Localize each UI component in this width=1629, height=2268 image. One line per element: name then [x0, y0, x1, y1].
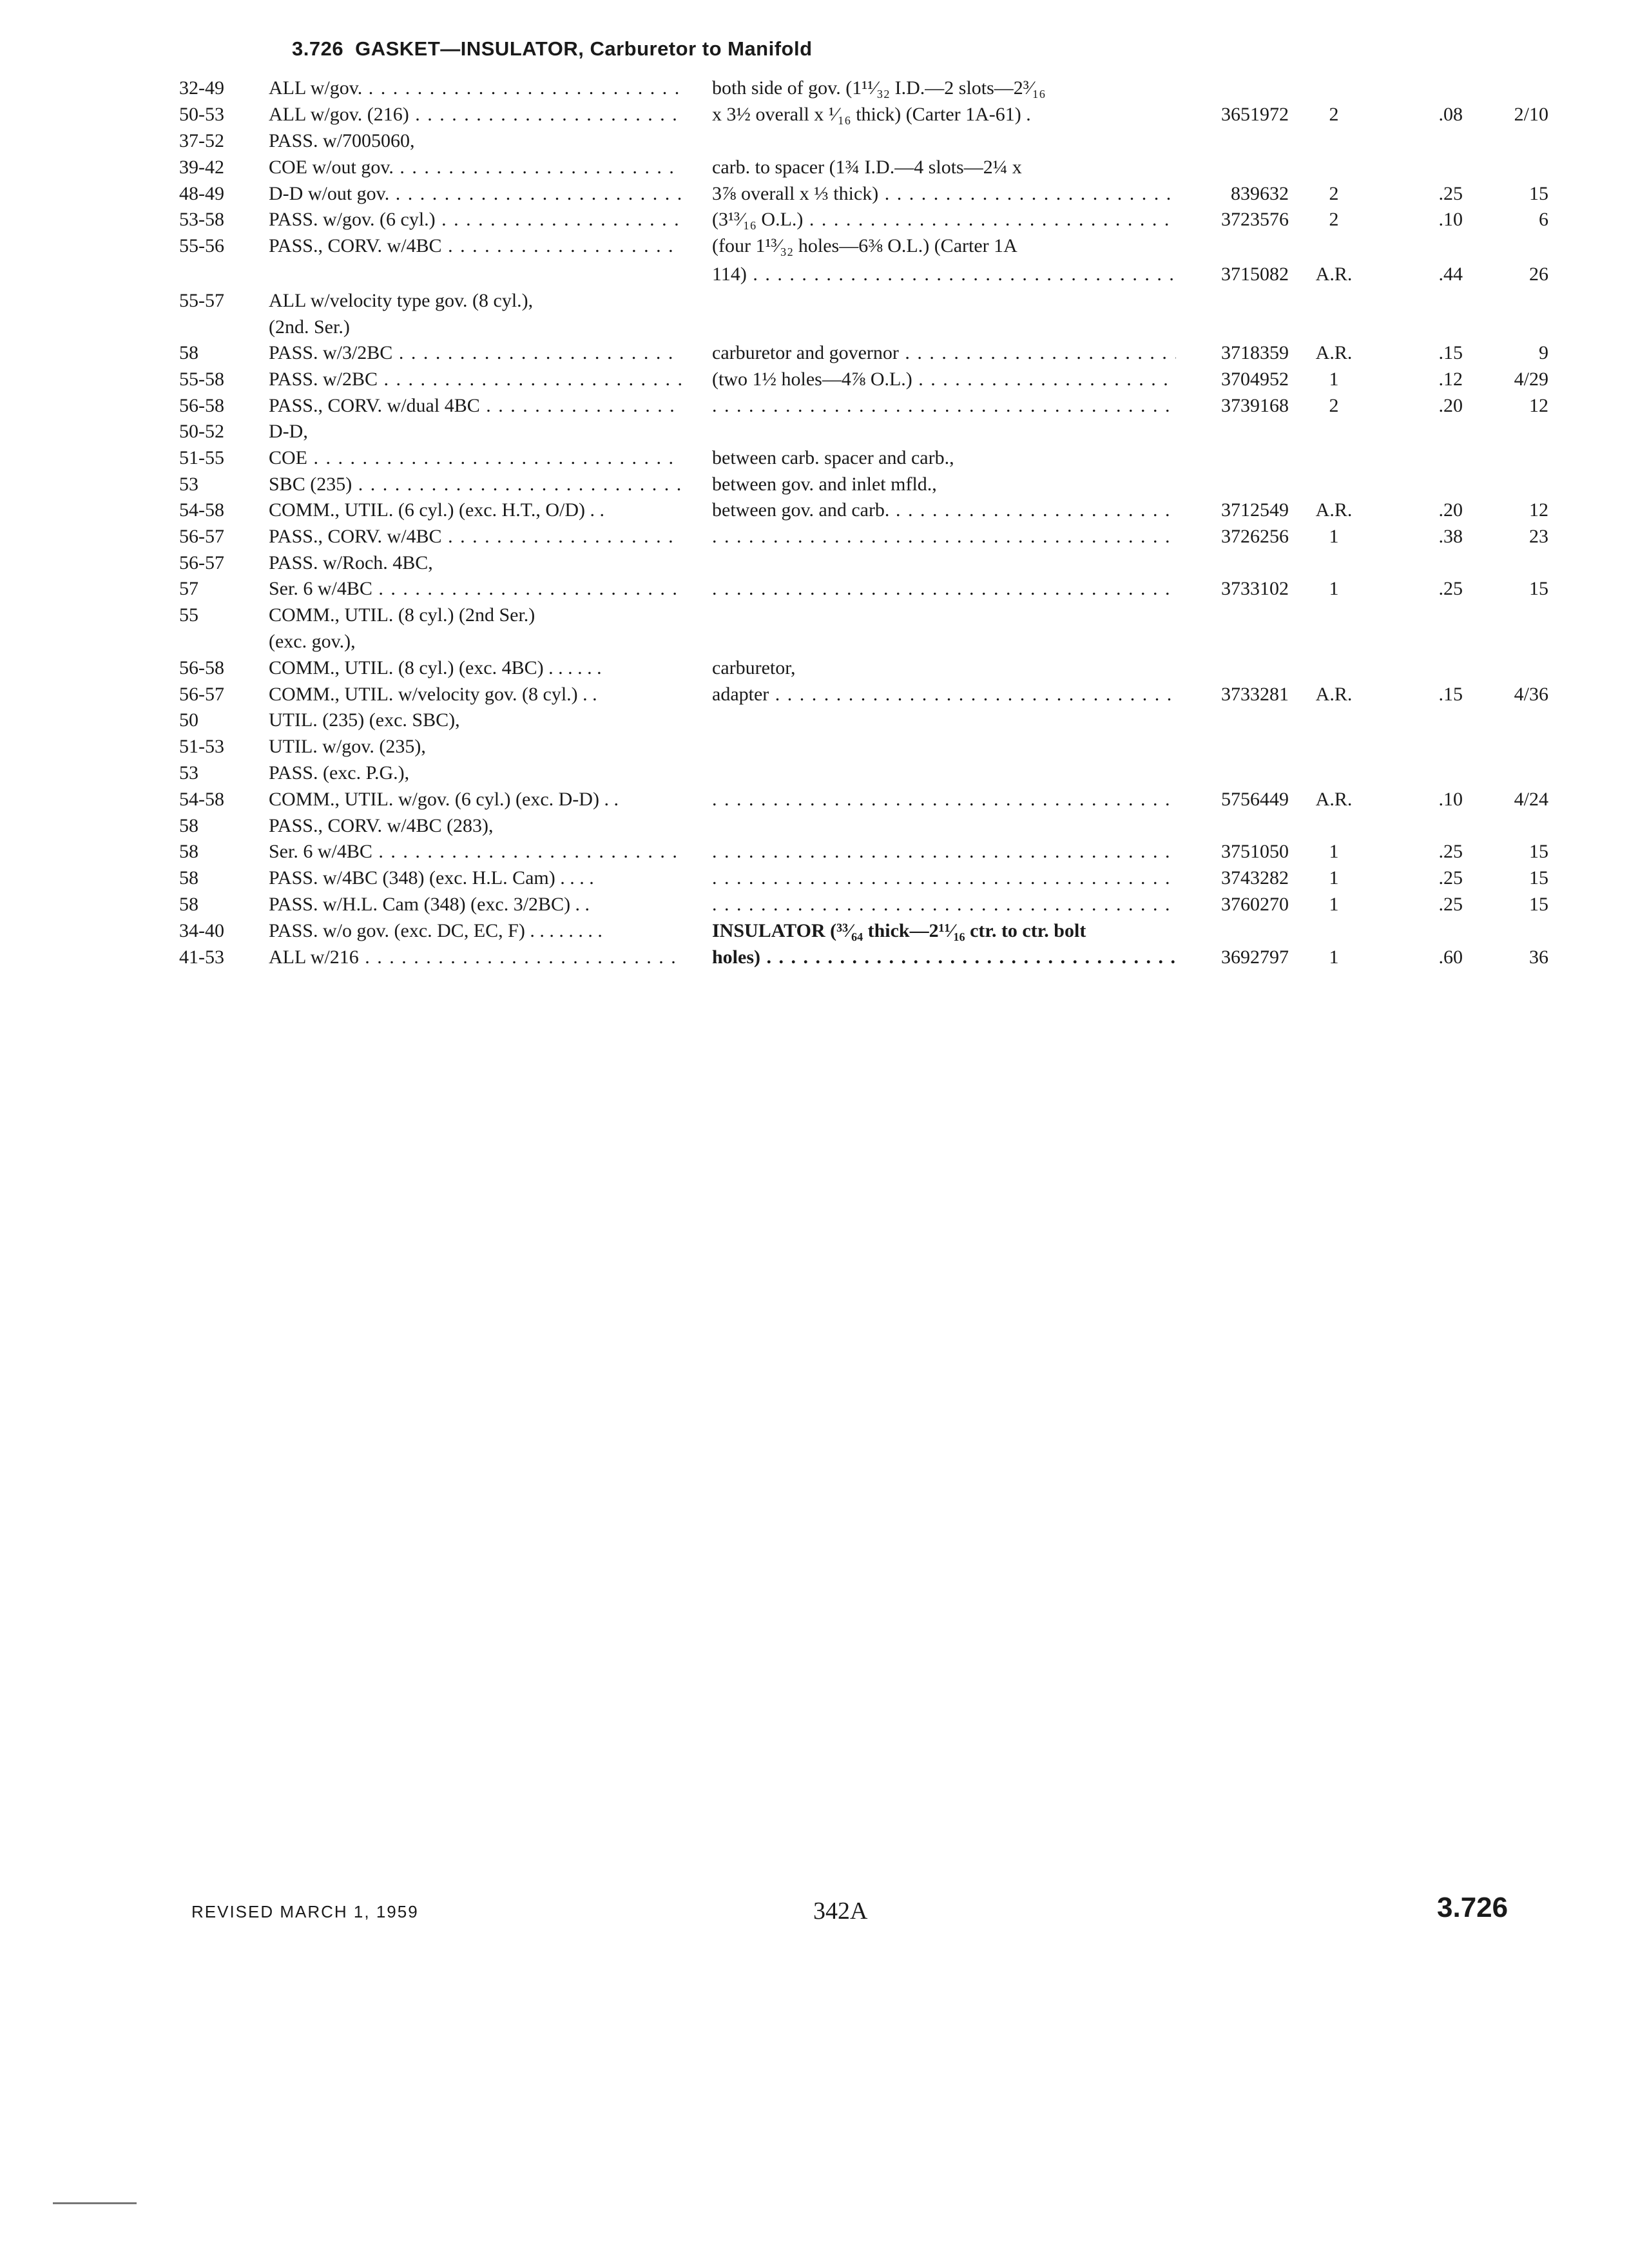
description-cell	[712, 392, 1176, 419]
year-cell: 50	[179, 709, 198, 731]
labor-cell: 15	[1529, 183, 1548, 204]
part-number-cell: 3733102	[1221, 578, 1289, 599]
labor-cell: 26	[1529, 264, 1548, 285]
table-row	[0, 233, 1629, 259]
quantity-cell: 1	[1329, 526, 1339, 547]
labor-cell: 23	[1529, 526, 1548, 547]
year-cell: 34-40	[179, 920, 224, 941]
description-cell: carburetor and governor . . .	[712, 340, 1176, 366]
labor-cell: 15	[1529, 894, 1548, 915]
description-cell: (two 1½ holes—4⅞ O.L.) . . .	[712, 366, 1176, 392]
application-cell: Ser. 6 w/4BC . . .	[269, 575, 681, 602]
application-cell: (exc. gov.),	[269, 631, 356, 652]
labor-cell: 36	[1529, 947, 1548, 968]
quantity-cell: 1	[1329, 578, 1339, 599]
year-cell: 56-57	[179, 552, 224, 573]
application-cell: PASS. w/7005060,	[269, 130, 415, 151]
part-number-cell: 3726256	[1221, 526, 1289, 547]
table-row	[0, 944, 1629, 970]
application-cell: Ser. 6 w/4BC . . .	[269, 838, 681, 865]
application-cell: PASS. (exc. P.G.),	[269, 762, 410, 783]
year-cell: 37-52	[179, 130, 224, 151]
application-cell: COMM., UTIL. w/velocity gov. (8 cyl.) . .	[269, 684, 597, 705]
part-number-cell: 3739168	[1221, 395, 1289, 416]
description-cell: carb. to spacer (1¾ I.D.—4 slots—2¼ x	[712, 157, 1022, 178]
application-cell: PASS. w/2BC . . .	[269, 366, 681, 392]
quantity-cell: 1	[1329, 369, 1339, 390]
description-cell: between gov. and inlet mfld.,	[712, 474, 937, 495]
labor-cell: 6	[1539, 209, 1548, 230]
application-cell: SBC (235) . . .	[269, 471, 681, 497]
year-cell: 51-53	[179, 736, 224, 757]
application-cell: PASS. w/3/2BC . . .	[269, 340, 681, 366]
application-cell: COE w/out gov. . . .	[269, 154, 681, 180]
application-cell: UTIL. (235) (exc. SBC),	[269, 709, 460, 731]
year-cell: 50-53	[179, 104, 224, 125]
table-row	[0, 681, 1629, 707]
table-row	[0, 101, 1629, 128]
labor-cell: 9	[1539, 342, 1548, 363]
quantity-cell: 1	[1329, 867, 1339, 889]
table-row	[0, 602, 1629, 628]
application-cell: PASS., CORV. w/4BC . . .	[269, 233, 681, 259]
application-cell: PASS. w/4BC (348) (exc. H.L. Cam) . . . .	[269, 867, 594, 889]
year-cell: 57	[179, 578, 198, 599]
price-cell: .15	[1438, 342, 1463, 363]
quantity-cell: A.R.	[1315, 499, 1353, 521]
quantity-cell: A.R.	[1315, 264, 1353, 285]
part-number-cell: 3718359	[1221, 342, 1289, 363]
description-cell	[712, 575, 1176, 602]
application-cell: COMM., UTIL. (8 cyl.) (exc. 4BC) . . . . . .	[269, 657, 602, 678]
application-cell: COMM., UTIL. (6 cyl.) (exc. H.T., O/D) . .	[269, 499, 605, 521]
description-cell: 3⅞ overall x ⅓ thick) . . .	[712, 180, 1176, 207]
table-row	[0, 366, 1629, 392]
table-row	[0, 206, 1629, 233]
year-cell: 54-58	[179, 499, 224, 521]
year-cell: 54-58	[179, 789, 224, 810]
description-cell: (3¹³⁄₁₆ O.L.) . . .	[712, 206, 1176, 233]
section-heading	[292, 37, 813, 61]
labor-cell: 12	[1529, 499, 1548, 521]
application-cell: ALL w/velocity type gov. (8 cyl.),	[269, 290, 534, 311]
table-row	[0, 733, 1629, 760]
application-cell: ALL w/gov. (216) . . .	[269, 101, 681, 128]
year-cell: 56-58	[179, 657, 224, 678]
quantity-cell: 2	[1329, 395, 1339, 416]
table-row	[0, 340, 1629, 366]
year-cell: 58	[179, 867, 198, 889]
application-cell: PASS. w/H.L. Cam (348) (exc. 3/2BC) . .	[269, 894, 590, 915]
description-cell: 114) . . .	[712, 261, 1176, 287]
footer-section-number: 3.726	[1437, 1892, 1509, 1923]
year-cell: 55-56	[179, 235, 224, 256]
application-cell: COMM., UTIL. (8 cyl.) (2nd Ser.)	[269, 604, 535, 626]
price-cell: .60	[1438, 947, 1463, 968]
price-cell: .25	[1438, 894, 1463, 915]
part-number-cell: 839632	[1231, 183, 1289, 204]
price-cell: .25	[1438, 867, 1463, 889]
table-row	[0, 628, 1629, 655]
scan-mark	[53, 2202, 137, 2204]
description-cell: between carb. spacer and carb.,	[712, 447, 954, 468]
price-cell: .25	[1438, 841, 1463, 862]
labor-cell: 12	[1529, 395, 1548, 416]
application-cell: (2nd. Ser.)	[269, 316, 350, 338]
part-number-cell: 3733281	[1221, 684, 1289, 705]
labor-cell: 15	[1529, 578, 1548, 599]
application-cell: COE . . .	[269, 445, 681, 471]
description-cell: adapter . . .	[712, 681, 1176, 707]
table-row	[0, 180, 1629, 207]
price-cell: .12	[1438, 369, 1463, 390]
year-cell: 56-57	[179, 526, 224, 547]
table-row	[0, 812, 1629, 839]
year-cell: 58	[179, 815, 198, 836]
description-cell	[712, 865, 1176, 891]
table-row	[0, 445, 1629, 471]
price-cell: .20	[1438, 395, 1463, 416]
year-cell: 53-58	[179, 209, 224, 230]
year-cell: 50-52	[179, 421, 224, 442]
description-cell	[712, 523, 1176, 550]
quantity-cell: 2	[1329, 209, 1339, 230]
price-cell: .20	[1438, 499, 1463, 521]
table-row	[0, 838, 1629, 865]
part-number-cell: 3712549	[1221, 499, 1289, 521]
section-number: 3.726	[292, 37, 344, 60]
description-cell	[712, 786, 1176, 812]
application-cell: PASS., CORV. w/4BC . . .	[269, 523, 681, 550]
table-row	[0, 707, 1629, 733]
year-cell: 53	[179, 474, 198, 495]
revision-date: REVISED MARCH 1, 1959	[191, 1902, 419, 1921]
year-cell: 55	[179, 604, 198, 626]
application-cell: ALL w/gov. . . .	[269, 75, 681, 101]
table-row	[0, 287, 1629, 314]
labor-cell: 15	[1529, 867, 1548, 889]
page-number: 342A	[813, 1898, 868, 1925]
year-cell: 53	[179, 762, 198, 783]
description-cell: (four 1¹³⁄₃₂ holes—6⅜ O.L.) (Carter 1A	[712, 235, 1017, 256]
year-cell: 41-53	[179, 947, 224, 968]
part-number-cell: 3651972	[1221, 104, 1289, 125]
table-row	[0, 497, 1629, 523]
labor-cell: 4/29	[1514, 369, 1548, 390]
part-number-cell: 3723576	[1221, 209, 1289, 230]
labor-cell: 2/10	[1514, 104, 1548, 125]
part-number-cell: 3715082	[1221, 264, 1289, 285]
table-row	[0, 575, 1629, 602]
year-cell: 58	[179, 841, 198, 862]
table-row	[0, 760, 1629, 786]
year-cell: 55-57	[179, 290, 224, 311]
year-cell: 32-49	[179, 77, 224, 99]
description-cell: holes) . . .	[712, 944, 1176, 970]
section-title: GASKET—INSULATOR, Carburetor to Manifold	[355, 37, 813, 60]
table-row	[0, 314, 1629, 340]
application-cell: PASS., CORV. w/dual 4BC . . .	[269, 392, 681, 419]
application-cell: D-D w/out gov. . . .	[269, 180, 681, 207]
price-cell: .25	[1438, 183, 1463, 204]
description-cell: x 3½ overall x ¹⁄₁₆ thick) (Carter 1A-61) .	[712, 104, 1031, 125]
description-cell: both side of gov. (1¹¹⁄₃₂ I.D.—2 slots—2³⁄₁₆	[712, 77, 1046, 99]
table-row	[0, 392, 1629, 419]
quantity-cell: A.R.	[1315, 342, 1353, 363]
year-cell: 58	[179, 342, 198, 363]
application-cell: PASS., CORV. w/4BC (283),	[269, 815, 494, 836]
description-cell: carburetor,	[712, 657, 796, 678]
part-number-cell: 3760270	[1221, 894, 1289, 915]
year-cell: 56-57	[179, 684, 224, 705]
description-cell	[712, 891, 1176, 918]
part-number-cell: 3751050	[1221, 841, 1289, 862]
table-row	[0, 865, 1629, 891]
application-cell: COMM., UTIL. w/gov. (6 cyl.) (exc. D-D) . .	[269, 789, 619, 810]
part-number-cell: 3743282	[1221, 867, 1289, 889]
table-row	[0, 655, 1629, 681]
year-cell: 51-55	[179, 447, 224, 468]
application-cell: PASS. w/Roch. 4BC,	[269, 552, 433, 573]
price-cell: .10	[1438, 209, 1463, 230]
table-row	[0, 786, 1629, 812]
part-number-cell: 3704952	[1221, 369, 1289, 390]
year-cell: 56-58	[179, 395, 224, 416]
part-number-cell: 5756449	[1221, 789, 1289, 810]
quantity-cell: A.R.	[1315, 789, 1353, 810]
year-cell: 58	[179, 894, 198, 915]
part-number-cell: 3692797	[1221, 947, 1289, 968]
application-cell: PASS. w/o gov. (exc. DC, EC, F) . . . . . . . .	[269, 920, 602, 941]
table-row	[0, 471, 1629, 497]
description-cell: INSULATOR (³³⁄₆₄ thick—2¹¹⁄₁₆ ctr. to ctr. bolt	[712, 920, 1086, 941]
quantity-cell: 2	[1329, 183, 1339, 204]
table-row	[0, 891, 1629, 918]
price-cell: .44	[1438, 264, 1463, 285]
table-row	[0, 550, 1629, 576]
table-row	[0, 418, 1629, 445]
description-cell	[712, 838, 1176, 865]
application-cell: D-D,	[269, 421, 308, 442]
application-cell: PASS. w/gov. (6 cyl.) . . .	[269, 206, 681, 233]
quantity-cell: A.R.	[1315, 684, 1353, 705]
description-cell: between gov. and carb. . . .	[712, 497, 1176, 523]
quantity-cell: 1	[1329, 894, 1339, 915]
year-cell: 55-58	[179, 369, 224, 390]
labor-cell: 4/24	[1514, 789, 1548, 810]
application-cell: UTIL. w/gov. (235),	[269, 736, 426, 757]
table-row	[0, 523, 1629, 550]
table-row	[0, 75, 1629, 101]
quantity-cell: 1	[1329, 947, 1339, 968]
table-row	[0, 918, 1629, 944]
price-cell: .38	[1438, 526, 1463, 547]
quantity-cell: 1	[1329, 841, 1339, 862]
table-row	[0, 128, 1629, 154]
price-cell: .15	[1438, 684, 1463, 705]
labor-cell: 4/36	[1514, 684, 1548, 705]
table-row	[0, 154, 1629, 180]
year-cell: 39-42	[179, 157, 224, 178]
price-cell: .25	[1438, 578, 1463, 599]
quantity-cell: 2	[1329, 104, 1339, 125]
price-cell: .10	[1438, 789, 1463, 810]
year-cell: 48-49	[179, 183, 224, 204]
table-row	[0, 261, 1629, 287]
price-cell: .08	[1438, 104, 1463, 125]
application-cell: ALL w/216 . . .	[269, 944, 681, 970]
labor-cell: 15	[1529, 841, 1548, 862]
